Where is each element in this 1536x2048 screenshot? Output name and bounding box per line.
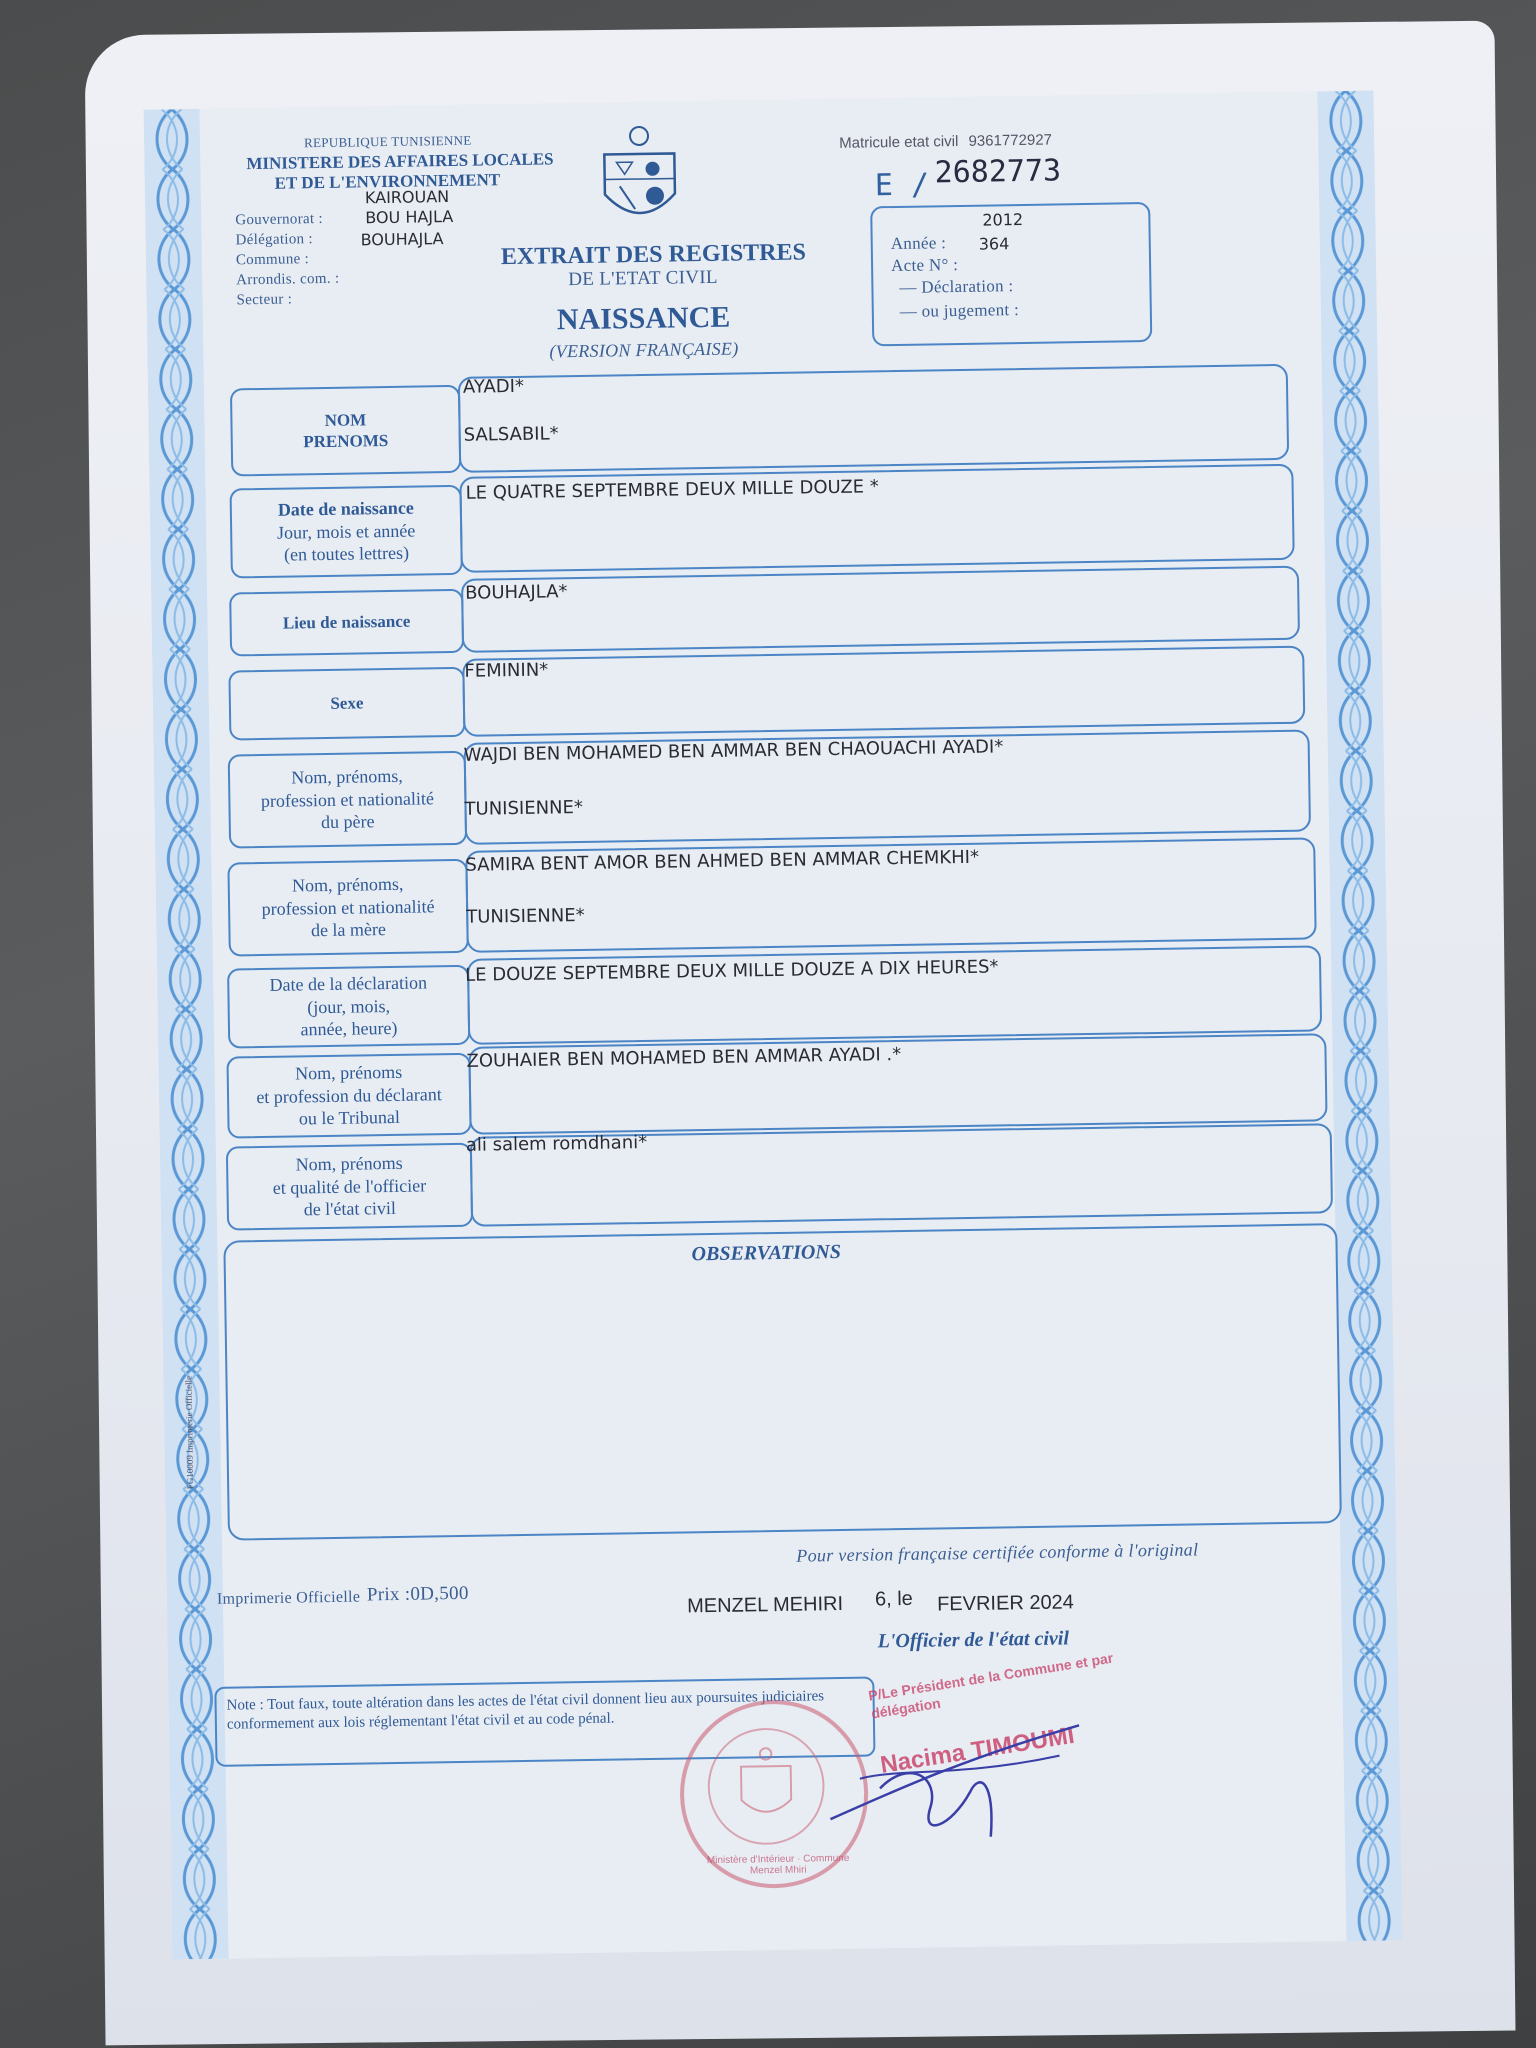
declaration-date-label-line3: année, heure) <box>300 1018 398 1040</box>
gouvernorat-label: Gouvernorat : <box>235 210 324 229</box>
mere-name-value: SAMIRA BENT AMOR BEN AHMED BEN AMMAR CHEMKHI* <box>465 846 980 876</box>
observations-box <box>223 1223 1342 1540</box>
officier-label-line2: et qualité de l'officier <box>272 1175 427 1198</box>
mere-label-line2: profession et nationalité <box>261 896 435 919</box>
delegation-stamp-text: P/Le Président de la Commune et par délégation <box>867 1649 1115 1722</box>
registry-box <box>870 202 1152 346</box>
observations-label: OBSERVATIONS <box>691 1240 842 1266</box>
title-line2: DE L'ETAT CIVIL <box>568 266 719 291</box>
declaration-date-value: LE DOUZE SEPTEMBRE DEUX MILLE DOUZE A DIX HEURES* <box>465 956 999 986</box>
secteur-label: Secteur : <box>236 291 293 309</box>
mere-label-line1: Nom, prénoms, <box>291 874 404 896</box>
annee-value: 2012 <box>982 209 1024 230</box>
mere-nationality-value: TUNISIENNE* <box>466 904 585 928</box>
republic-heading: REPUBLIQUE TUNISIENNE <box>303 132 472 151</box>
place-value: MENZEL MEHIRI <box>686 1592 844 1618</box>
pere-name-value: WAJDI BEN MOHAMED BEN AMMAR BEN CHAOUACHI AYADI* <box>463 736 1004 766</box>
mere-label-box <box>227 859 468 957</box>
officier-value: ali salem romdhani* <box>465 1131 648 1156</box>
date-day-value: 6, le <box>874 1587 914 1611</box>
serial-prefix: E / <box>874 167 930 204</box>
signature-name-stamp: Nacima TIMOUMI <box>878 1721 1077 1779</box>
annee-label: Année : <box>890 233 947 254</box>
date-naissance-note: (en toutes lettres) <box>283 542 410 565</box>
imprimerie-label: Imprimerie Officielle <box>216 1588 361 1608</box>
version-subtitle: (VERSION FRANÇAISE) <box>549 338 739 362</box>
lieu-naissance-label-box <box>229 589 464 657</box>
date-naissance-label: Date de naissance <box>277 497 414 520</box>
declarant-label-box <box>226 1053 471 1139</box>
lieu-naissance-value-box <box>461 566 1300 653</box>
document-type-title: NAISSANCE <box>556 300 731 337</box>
delegation-value: BOU HAJLA <box>365 206 454 228</box>
acte-label: Acte N° : <box>890 254 959 276</box>
officier-label-line3: de l'état civil <box>303 1198 397 1220</box>
certification-text: Pour version française certifiée conforme à l'original <box>796 1539 1199 1566</box>
pere-nationality-value: TUNISIENNE* <box>464 796 584 820</box>
legal-note: Note : Tout faux, toute altération dans les actes de l'état civil donnent lieu aux poursuites judiciaires conformement aux lois réglementant l'état civil et au code pénal. <box>214 1676 875 1766</box>
declaration-date-label-line1: Date de la déclaration <box>269 972 428 996</box>
declaration-date-label-box <box>227 965 470 1049</box>
gouvernorat-value: KAIROUAN <box>364 186 450 208</box>
prenoms-label: PRENOMS <box>303 430 389 452</box>
title-line1: EXTRAIT DES REGISTRES <box>500 239 807 271</box>
date-naissance-label-box <box>230 485 463 579</box>
declarant-label-line1: Nom, prénoms <box>295 1062 403 1084</box>
officer-title: L'Officier de l'état civil <box>877 1627 1070 1653</box>
nom-value: AYADI* <box>462 375 525 398</box>
nom-label: NOM <box>324 410 367 430</box>
pere-label-line2: profession et nationalité <box>260 788 435 811</box>
date-naissance-value: LE QUATRE SEPTEMBRE DEUX MILLE DOUZE * <box>465 476 879 504</box>
price-label: Prix :0D,500 <box>366 1582 469 1606</box>
pere-label-line1: Nom, prénoms, <box>291 766 403 788</box>
pere-label-box <box>228 751 467 849</box>
declarant-label-line3: ou le Tribunal <box>298 1107 401 1129</box>
date-month-year-value: FEVRIER 2024 <box>936 1591 1075 1616</box>
sexe-label: Sexe <box>330 693 364 714</box>
nom-prenoms-value-box <box>458 364 1289 473</box>
delegation-label: Délégation : <box>235 231 314 249</box>
declaration-date-label-line2: (jour, mois, <box>307 995 391 1018</box>
ministry-line1: MINISTERE DES AFFAIRES LOCALES <box>246 149 554 174</box>
declarant-value: ZOUHAIER BEN MOHAMED BEN AMMAR AYADI .* <box>466 1043 902 1072</box>
declaration-label: — Déclaration : <box>899 276 1014 297</box>
round-stamp-text: Ministère d'Intérieur · Commune Menzel Mhiri <box>706 1852 850 1877</box>
officier-label-line1: Nom, prénoms <box>295 1153 403 1175</box>
commune-label: Commune : <box>235 251 310 269</box>
sexe-label-box <box>228 667 465 741</box>
arrondissement-label: Arrondis. com. : <box>236 270 340 289</box>
matricule-label: Matricule etat civil <box>839 132 959 152</box>
sexe-value-box <box>462 646 1305 737</box>
declarant-label-line2: et profession du déclarant <box>256 1083 442 1107</box>
commune-value: BOUHAJLA <box>360 229 444 250</box>
lieu-naissance-label: Lieu de naissance <box>282 612 411 634</box>
coat-of-arms-icon <box>594 123 686 234</box>
date-naissance-sublabel: Jour, mois et année <box>276 520 416 543</box>
handwritten-signature-icon <box>819 1695 1101 1849</box>
lieu-naissance-value: BOUHAJLA* <box>465 581 568 604</box>
officier-label-box <box>226 1143 473 1231</box>
jugement-label: — ou jugement : <box>899 300 1020 321</box>
mere-label-line3: de la mère <box>310 919 387 941</box>
prenoms-value: SALSABIL* <box>463 423 559 446</box>
pere-label-line3: du père <box>320 811 375 833</box>
birth-certificate-sheet <box>154 91 1393 1960</box>
acte-value: 364 <box>978 234 1010 254</box>
nom-prenoms-label-box <box>230 385 461 477</box>
serial-number: 2682773 <box>934 153 1062 191</box>
side-print-text: FG10009 Imprimerie Officielle <box>183 1375 196 1490</box>
sexe-value: FEMININ* <box>464 659 549 682</box>
ministry-line2: ET DE L'ENVIRONNEMENT <box>274 170 501 193</box>
matricule-value: 9361772927 <box>968 131 1053 150</box>
